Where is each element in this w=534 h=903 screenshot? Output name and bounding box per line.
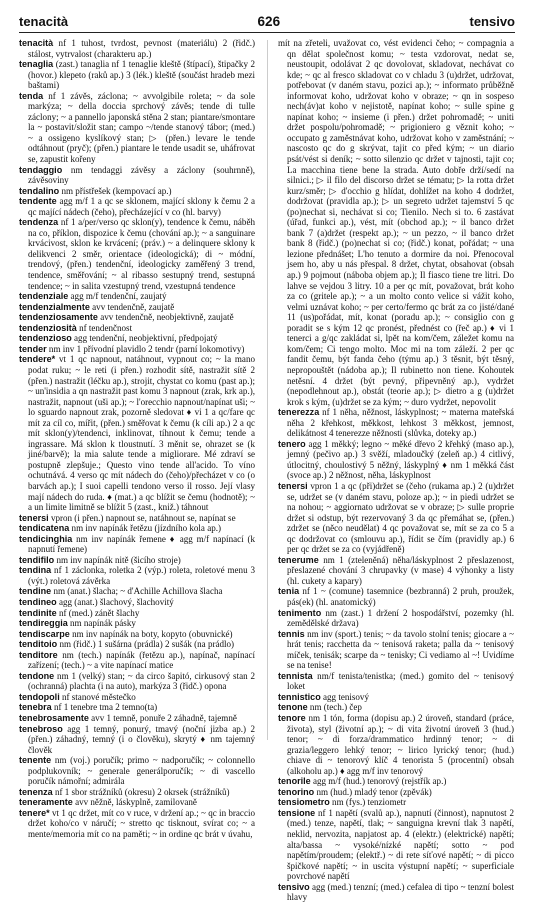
entry-definition: nf 1 ~ (comune) tasemnice (bezbranná) 2 pruh, proužek, pás(ek) (hl. anatomický) bbox=[287, 586, 515, 607]
entry-headword: tensione bbox=[278, 807, 316, 818]
entry-headword: tenda bbox=[19, 90, 44, 101]
entry-headword: tenero bbox=[278, 438, 306, 449]
dictionary-entry bbox=[19, 59, 255, 91]
dictionary-entry bbox=[19, 671, 255, 692]
entry-definition: vt 1 qc držet, mít co v ruce, v držení ap.; ~ qc in braccio držet koho/co v náručí; ~ stretto qc tisknout, svírat co; ~ a mente/memoria mít co na paměti; ~ in ordine qc brát v úvahu, bbox=[28, 807, 255, 840]
entry-headword: tenditore bbox=[19, 649, 58, 660]
dictionary-entry bbox=[19, 797, 255, 808]
entry-definition: nm (anat.) šlacha; ~ d'Achille Achillova šlacha bbox=[53, 586, 223, 597]
dictionary-entry bbox=[278, 407, 514, 439]
header-rule bbox=[19, 32, 515, 33]
dictionary-entry bbox=[278, 776, 514, 787]
entry-headword: tendine bbox=[19, 586, 52, 597]
entry-headword: tenorile bbox=[278, 776, 311, 787]
dictionary-entry bbox=[278, 629, 514, 671]
entry-headword: teneramente bbox=[19, 797, 73, 808]
entry-definition: nf 1 záclonka, roletka 2 (výp.) roleta, roletové menu 3 (výt.) roletová závěrka bbox=[28, 565, 255, 586]
entry-definition: nm 1 (zteleněná) něha/láskyplnost 2 přeslazenost, přeslazené chování 3 chrupavky (v mase) 4 výhonky a listy (hl. cukety a kapary) bbox=[287, 554, 514, 586]
dictionary-entry bbox=[19, 787, 255, 798]
dictionary-entry bbox=[19, 702, 255, 713]
entry-definition: avv 1 temně, ponuře 2 záhadně, tajemně bbox=[91, 713, 237, 723]
entry-definition: nm inv napínák řetězu (jízdního kola ap.) bbox=[71, 523, 222, 534]
entry-headword: tennis bbox=[278, 628, 305, 639]
dictionary-entry bbox=[19, 555, 255, 566]
dictionary-entry bbox=[19, 312, 255, 323]
dictionary-entry bbox=[19, 586, 255, 597]
entry-headword: tendenziosità bbox=[19, 322, 77, 333]
guide-word-right: tensivo bbox=[469, 14, 515, 29]
dictionary-entry bbox=[19, 165, 255, 186]
dictionary-entry bbox=[19, 608, 255, 619]
dictionary-entry bbox=[278, 671, 514, 692]
dictionary-entry bbox=[19, 523, 255, 534]
entry-definition: nm (zast.) 1 držení 2 hospodářství, pozemky (hl. zemědělské država) bbox=[287, 607, 514, 629]
entry-definition: nf (med.) zánět šlachy bbox=[58, 607, 140, 618]
entry-definition: avv něžně, láskyplně, zamilovaně bbox=[75, 797, 197, 808]
entry-definition: nf 1 tuhost, tvrdost, pevnost (materiálu) 2 (řidč.) stálost, vytrvalost (charakteru ap.) bbox=[28, 38, 255, 59]
dictionary-entry bbox=[278, 702, 514, 713]
entry-headword: tendinite bbox=[19, 607, 57, 618]
dictionary-entry bbox=[278, 608, 514, 629]
entry-headword: tenerume bbox=[278, 554, 319, 565]
entry-headword: tendopoli bbox=[19, 691, 60, 702]
entry-definition: nf 1 a/per/verso qc sklon(y), tendence k čemu, náběh na co, příklon, dispozice k čemu (chování ap.); ~ a sanguinare krvácivost, sklon ke krvácení; (práv.) ~ a delinquere sklony k delikvenci 2 směr, orientace (ideologická); di ~ módní, trendový, (přen.) tendenční, ideologicky zaměřený 3 trend, tendence, směřování; ~ al ribasso sestupný trend, sestupná tendence; ~ in salita vzestupný trend, vzestupná tendence bbox=[28, 217, 255, 291]
entry-definition: nm inv (sport.) tenis; ~ da tavolo stolní tenis; giocare a ~ hrát tenis; racchetta da ~ tenisová raketa; palla da ~ tenisový míček, tenisák; scarpe da ~ tenisky; Ci vediamo al ~! Uvidíme se na tenise! bbox=[287, 628, 515, 671]
entry-definition: nf 1 napětí (svalů ap.), napnutí (činnost), napnutost 2 (med.) tenze, napětí, tlak; ~ sanguigna krevní tlak 3 napětí, neklid, nervozita, napjatost ap. 4 (elektr.) (elektrické) napětí; alta/bassa ~ vysoké/nízké napětí; sotto ~ pod napětím/proudem; (elektř.) ~ di rete síťové napětí; ~ di picco špičkové napětí; ~ in uscita výstupní napětí; ~ superficiale povrchové napětí bbox=[287, 807, 515, 882]
dictionary-entry bbox=[19, 808, 255, 840]
entry-headword: tenersi bbox=[19, 512, 49, 523]
entry-headword: tendineo bbox=[19, 596, 57, 607]
entry-headword: tenimento bbox=[278, 607, 322, 618]
entry-definition: nm 1 tón, forma (dopisu ap.) 2 úroveň, standard (práce, života), styl (životní ap.); ~ di vita životní úroveň 3 (hud.) tenor; ~ di forza/drammatico hrdinný tenor; ~ di grazia/leggero lehký tenor; ~ lirico lyrický tenor; (hud.) chiave di ~ tenorový klíč 4 tenorista 5 (procentní) obsah (alkoholu ap.) ♦ agg m/f inv tenorový bbox=[287, 713, 515, 776]
dictionary-entry bbox=[19, 217, 255, 291]
dictionary-entry bbox=[19, 513, 255, 524]
entry-headword: tenia bbox=[278, 586, 300, 597]
entry-definition: nf 1 sbor strážníků (okresu) 2 okrsek (strážníků) bbox=[54, 786, 230, 797]
dictionary-entry bbox=[278, 808, 514, 882]
entry-headword: tendifilo bbox=[19, 554, 55, 565]
entry-headword: tendere* bbox=[19, 354, 56, 365]
dictionary-entry bbox=[19, 565, 255, 586]
entry-definition: nf 1 něha, něžnost, láskyplnost; ~ materna mateřská něha 2 křehkost, měkkost, lehkost 3 měkkost, jemnost, delikátnost 4 tenerezze něžnosti (slůvka, doteky ap.) bbox=[287, 407, 514, 439]
entry-definition: nf 1 závěs, záclona; ~ avvolgibile roleta; ~ da sole markýza; ~ della doccia sprchový závěs; tende di tulle záclony; ~ a pannello japonská stěna 2 stan; piantare/smontare la ~ postavit/složit stan; campo ~/tende stanový tábor; (med.) ~ a ossigeno kyslíkový stan; ▷ (přen.) levare le tende odtáhnout (pryč); (přen.) piantare le tende usadit se, uháfrovat se, zapustit kořeny bbox=[28, 90, 255, 165]
entry-definition: nf stanové městečko bbox=[61, 691, 136, 702]
entry-headword: tendenzialmente bbox=[19, 301, 90, 312]
entry-headword: tenaglia bbox=[19, 59, 54, 70]
entry-definition: nm inv napínák nitě (šicího stroje) bbox=[56, 554, 181, 565]
entry-headword: tendenziosamente bbox=[19, 312, 98, 323]
entry-definition: nm (řidč.) 1 sušárna (prádla) 2 sušák (na prádlo) bbox=[59, 639, 235, 650]
entry-definition: vpron (i přen.) napnout se, natáhnout se, napínat se bbox=[50, 512, 236, 523]
entry-definition: nm napínák pásky bbox=[70, 618, 136, 629]
dictionary-entry bbox=[19, 302, 255, 313]
entry-headword: tensivo bbox=[278, 881, 310, 892]
dictionary-entry bbox=[19, 196, 255, 217]
dictionary-entry bbox=[19, 91, 255, 165]
dictionary-entry bbox=[278, 481, 514, 555]
entry-headword: tendente bbox=[19, 196, 57, 207]
entry-definition: nm (tech.) napínák (řetězu ap.), napínač, napínací zařízení; (tech.) ~ a vite napínací matice bbox=[28, 649, 256, 671]
entry-headword: tendenziale bbox=[19, 291, 69, 302]
page-header bbox=[19, 14, 515, 32]
entry-definition: agg tenisový bbox=[323, 691, 369, 702]
entry-headword: tendone bbox=[19, 670, 55, 681]
dictionary-entry bbox=[19, 692, 255, 703]
entry-definition: nm inv napínák řemene ♦ agg m/f napínací (k napnutí řemene) bbox=[28, 533, 255, 555]
entry-definition: nm inv napínák na boty, kopyto (obuvnické) bbox=[72, 628, 233, 639]
column-divider bbox=[267, 40, 268, 740]
entry-definition: vt 1 qc napnout, natáhnout, vypnout co; ~ la mano podat ruku; ~ le reti (i přen.) rozhodit sítě, nastražit sítě 2 (přen.) nastražit (léčku ap.), strojit, chystat co komu (past ap.); ~ un'insidia a qn nastražit past komu 3 napnout (zrak, krk ap.), nastražit, napnout (uši ap.); ~ l'orecchio napnout/napínat uši; ~ lo sguardo napnout zrak, pozorně sledovat ♦ vi 1 a qc/fare qc mít za cíl co, mířit, (přen.) směřovat k čemu (k cíli ap.) 2 a qc mít sklon(y)/tendenci, inklinovat, tíhnout k čemu; tende a ingrassare. Má sklon k tloustnutí. 3 měnit se, ohrazet se (k jiné/barvě); la mia salute tende a migliorare. Mé zdraví se postupně zlepšuje.; Questo vino tende all'acido. To víno ochutnává. 4 verso qc mít nádech do (čeho)/přecházet v co (o barvách ap.); I suoi capelli tendono verso il rosso. Její vlasy mají nádech do ruda. ♦ (mat.) a qc blížit se čemu (hodnotě); ~ a un limite limitně se blížit 5 (zast., kniž.) táhnout bbox=[28, 354, 255, 513]
dictionary-entry bbox=[19, 724, 255, 756]
entry-headword: tenebroso bbox=[19, 723, 63, 734]
dictionary-entry bbox=[19, 354, 255, 512]
guide-word-left: tenacità bbox=[19, 14, 69, 29]
dictionary-entry bbox=[19, 323, 255, 334]
dictionary-entry bbox=[278, 787, 514, 798]
dictionary-entry bbox=[278, 439, 514, 481]
entry-definition: agg 1 temný, ponurý, tmavý (noční jizba ap.) 2 (přen.) záhadný, temný (i o člověku), skrytý ♦ nm tajemný člověk bbox=[28, 723, 256, 755]
entry-headword: tenente bbox=[19, 755, 52, 766]
entry-definition: mít na zřeteli, uvažovat co, vést evidenci čeho; ~ compagnia a qn dělat společnost komu; ~ testa vzdorovat, nedat se, neustoupit, odolávat 2 qc dovolovat, skladovat, nechávat co kde; ~ qc al fresco skladovat co v chladu 3 (u)držet, udržovat, potřebovat (v daném stavu, pozici ap.); ~ informato průběžně informovat koho, udržovat koho v obraze; ~ qn in sospeso nech(áv)at koho v nejistotě, napínat koho; ~ sulle spine g napínat koho; ~ insieme (i přen.) držet pohromadě; ~ uniti držet pospolu/pohromadě; ~ prigioniero g věznit koho; ~ occupato g zaměstnávat koho, udržovat koho v zaměstnání; ~ nascosto qc do g skrývat, tajit co před kým; ~ un diario psát/vést si deník; ~ sotto silenzio qc držet v tajnosti, tajit co; La macchina tiene bene la strada. Auto dobře drží/sedí na silnici.; ▷ il filo del discorso držet se tématu; ▷ la rotta držet kurz/směr; ▷ d'occhio g hlídat, dohlížet na koho 4 dodržet, dodržovat (pravidla ap.); ▷ un segreto udržet tajemství 5 qc (po)nechat si, nechávat si co; Tienilo. Nech si to. 6 zastávat (úřad, funkci ap.), vést, mít (obchod ap.); ~ il banco držet bank 7 (a)držet (respekt ap.); ~ un pezzo, ~ il banco držet bank 8 (řidč.) (po)nechat si co; (řidč.) konat, pořádat; ~ una lezione přednášet; L'ho tenuto a dormire da noi. Přenocoval jsem ho, aby u nás přespal. 8 držet, chytat, obsahovat (obsah ap.) 9 pojmout (náboba objem ap.); Il fiasco tiene tre litri. Do lahve se vejdou 3 litry. 10 a per qc mít, považovat, brát koho za co (gritele ap.); ~ a un molto conto velice si vážit koho, velmi uznávat koho; ~ per certo/fermo qc brát za co jisté/dané 11 (us)pořádat, mít, konat (poradu ap.); ~ consiglio con g poradit se s kým 12 qc pronést, přednést co (řeč ap.) ♦ vi 1 tenerci a g/qc zakládat si, lpět na kom/čem, záležet komu na kom/čem; Ci tengo molto. Moc mi na tom záleží. 2 per qc fandit čemu, být fanda čeho (týmu ap.) 3 těsnit, být těsný, nepropouštět (nádoba ap.); Il rubinetto non tiene. Kohoutek netěsní. 4 držet (být pevný, připevněný ap.), vydržet (nepodlehnout ap.), obstát (teorie ap.); ▷ dietro a g (u)držet krok s kým, (u)držet se za kým; ~ duro vydržet, nepovolit bbox=[278, 38, 514, 407]
entry-headword: tenersi bbox=[278, 480, 308, 491]
page-number: 626 bbox=[257, 14, 281, 29]
entry-headword: tendicatena bbox=[19, 523, 70, 534]
dictionary-entry bbox=[19, 344, 255, 355]
dictionary-entry bbox=[278, 555, 514, 587]
entry-headword: tendalino bbox=[19, 185, 60, 196]
entry-headword: tendireggia bbox=[19, 618, 68, 629]
dictionary-entry bbox=[19, 333, 255, 344]
dictionary-entry bbox=[19, 755, 255, 787]
dictionary-entry bbox=[19, 713, 255, 724]
entry-definition: avv tendenčně, zaujatě bbox=[92, 301, 175, 312]
entry-definition: avv tendenčně, neobjektivně, zaujatě bbox=[100, 312, 234, 323]
dictionary-entry bbox=[278, 38, 514, 407]
entry-headword: tensiometro bbox=[278, 797, 330, 808]
entry-definition: nm (tech.) čep bbox=[309, 702, 362, 713]
entry-headword: tender bbox=[19, 343, 47, 354]
entry-definition: nm (voj.) poručík; primo ~ nadporučík; ~ colonnello podplukovník; ~ generale generálporučík; ~ di vascello poručík námořní; admirála bbox=[28, 755, 255, 787]
left-column bbox=[19, 38, 256, 840]
entry-headword: tenore bbox=[278, 713, 306, 723]
entry-headword: tenditoio bbox=[19, 639, 58, 650]
entry-definition: nm inv 1 přívodní plavidlo 2 tendr (parní lokomotivy) bbox=[48, 343, 245, 354]
entry-headword: tennista bbox=[278, 670, 313, 681]
dictionary-entry bbox=[278, 797, 514, 808]
dictionary-entry bbox=[19, 618, 255, 629]
entry-definition: nm (hud.) mladý tenor (zpěvák) bbox=[316, 786, 432, 797]
dictionary-entry bbox=[278, 586, 514, 607]
entry-definition: agg 1 měkký; legno ~ měké dřevo 2 křehký (maso ap.), jemný (pečivo ap.) 3 svěží, mladoučký (zeleň ap.) 4 citlivý, útlocitný, choulostivý 5 něžný, láskyplný ♦ nm 1 měkká část (svoce ap.) 2 něžnost, něha, láskyplnost bbox=[287, 438, 515, 481]
dictionary-entry bbox=[19, 534, 255, 555]
dictionary-entry bbox=[278, 882, 514, 903]
entry-headword: tenerezza bbox=[278, 407, 320, 418]
entry-headword: tendenza bbox=[19, 217, 59, 228]
entry-definition: agg (anat.) šlachový, šlachovitý bbox=[58, 596, 174, 607]
entry-definition: (zast.) tanaglia nf 1 tenaglie kleště (štípací), štipačky 2 (hovor.) klepeto (raků ap.) 3 (lék.) kleště (součást hradeb mezi baštami) bbox=[28, 59, 255, 91]
entry-headword: tenorino bbox=[278, 786, 315, 797]
entry-definition: agg tendenční, neobjektivní, předpojatý bbox=[74, 333, 218, 344]
entry-definition: agg m/f (hud.) tenorový (rejstřík ap.) bbox=[312, 776, 447, 787]
dictionary-entry bbox=[19, 38, 255, 59]
entry-headword: tenenza bbox=[19, 786, 53, 797]
entry-headword: tennistico bbox=[278, 691, 321, 702]
dictionary-entry bbox=[278, 713, 514, 776]
entry-headword: tendina bbox=[19, 565, 52, 576]
entry-headword: tendiscarpe bbox=[19, 628, 70, 639]
entry-definition: nf 1 tenebre tma 2 temno(ta) bbox=[53, 702, 158, 713]
entry-definition: nm tendaggi závěsy a záclony (souhrnně), závěsoviny bbox=[28, 164, 255, 186]
entry-definition: agg m/f tendenční, zaujatý bbox=[70, 291, 167, 302]
entry-headword: tenere* bbox=[19, 807, 50, 818]
entry-definition: agg m/f 1 a qc se sklonem, mající sklony k čemu 2 a qc mající nádech (čeho), přecházející v co (hl. barvy) bbox=[28, 196, 255, 217]
entry-definition: nm (fys.) tenziometr bbox=[332, 797, 407, 808]
entry-definition: nm přístřešek (kempovací ap.) bbox=[61, 185, 172, 196]
entry-headword: tenebra bbox=[19, 702, 52, 713]
entry-headword: tenacità bbox=[19, 38, 54, 48]
entry-definition: nf tendenčnost bbox=[79, 322, 133, 333]
entry-headword: tendenzioso bbox=[19, 333, 72, 344]
dictionary-entry bbox=[19, 597, 255, 608]
entry-definition: nm 1 (velký) stan; ~ da circo šapitó, cirkusový stan 2 (ochranná) plachta (i na auto), markýza 3 (řidč.) opona bbox=[28, 670, 256, 692]
entry-headword: tenone bbox=[278, 702, 308, 713]
dictionary-entry bbox=[19, 291, 255, 302]
dictionary-entry bbox=[19, 629, 255, 640]
dictionary-entry bbox=[19, 186, 255, 197]
dictionary-entry bbox=[19, 639, 255, 650]
dictionary-entry bbox=[278, 692, 514, 703]
entry-headword: tenebrosamente bbox=[19, 713, 89, 723]
entry-definition: nm/f tenista/tenistka; (med.) gomito del ~ tenisový loket bbox=[287, 670, 514, 692]
entry-definition: vpron 1 a qc (při)držet se (čeho (rukama ap.) 2 (u)držet se, udržet se (v daném stavu, poloze ap.); ~ in piedi udržet se na nohou; ~ aggiornato udržovat se v obraze; ▷ sulle proprie držet si odstup, být rezervovaný 3 da qc přemáhat se, (přen.) zdržet se (něco neudělat) 4 qc považovat se, mít se za co 5 a qc dodržovat co (smlouvu ap.), řídit se čím (pravidly ap.) 6 per qc držet se za co (vyjádřeně) bbox=[287, 480, 514, 555]
dictionary-entry bbox=[19, 650, 255, 671]
entry-headword: tendaggio bbox=[19, 164, 63, 175]
right-column bbox=[278, 38, 515, 903]
entry-headword: tendicinghia bbox=[19, 533, 73, 544]
entry-definition: agg (med.) tenzní; (med.) cefalea di tipo ~ tenzní bolest hlavy bbox=[287, 881, 514, 903]
